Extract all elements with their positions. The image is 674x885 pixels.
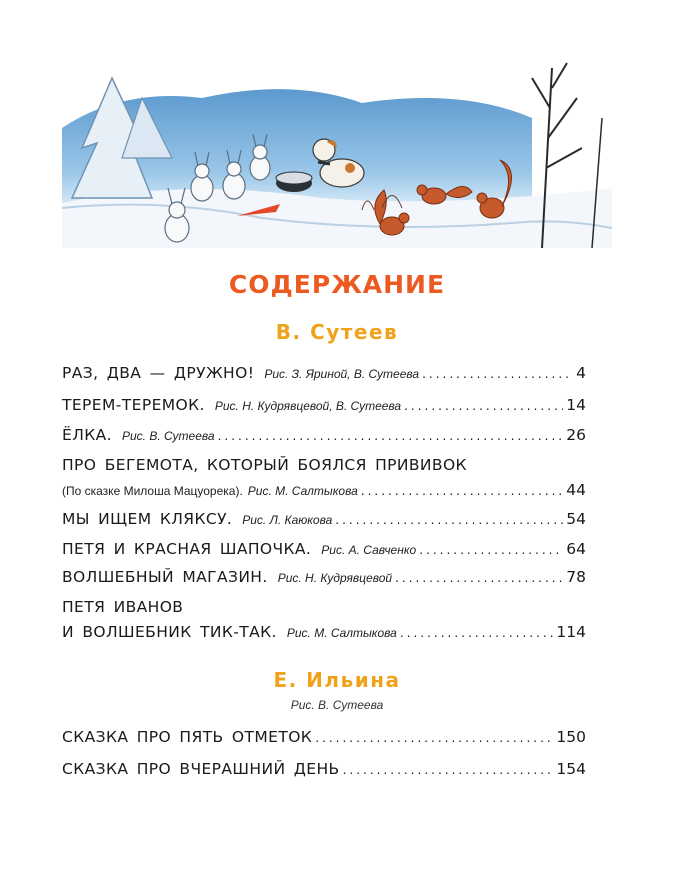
entry-title: СКАЗКА ПРО ВЧЕРАШНИЙ ДЕНЬ: [62, 760, 340, 778]
entry-page-number: 64: [566, 540, 586, 558]
entry-title: ПЕТЯ И КРАСНАЯ ШАПОЧКА.: [62, 540, 312, 558]
entry-title: СКАЗКА ПРО ПЯТЬ ОТМЕТОК: [62, 728, 313, 746]
entry-illustrator: Рис. М. Салтыкова: [247, 484, 358, 498]
section-illustrator: Рис. В. Сутеева: [290, 698, 384, 712]
dot-leader: [419, 543, 563, 557]
dot-leader: [400, 626, 554, 640]
toc-entry[interactable]: [62, 396, 586, 414]
toc-entry[interactable]: [62, 510, 586, 528]
entry-title: РАЗ, ДВА — ДРУЖНО!: [62, 364, 255, 382]
entry-page-number: 26: [566, 426, 586, 444]
entry-illustrator: Рис. Л. Каюкова: [242, 513, 333, 527]
entry-page-number: 154: [556, 760, 586, 778]
dot-leader: [315, 731, 553, 745]
entry-title: ВОЛШЕБНЫЙ МАГАЗИН.: [62, 568, 268, 586]
entry-title-line[interactable]: ПРО БЕГЕМОТА, КОТОРЫЙ БОЯЛСЯ ПРИВИВОК: [62, 456, 467, 474]
toc-entry[interactable]: [62, 728, 586, 746]
dot-leader: [218, 429, 564, 443]
entry-page-number: 78: [566, 568, 586, 586]
entry-title-line[interactable]: ПЕТЯ ИВАНОВ: [62, 598, 184, 616]
entry-page-number: 150: [556, 728, 586, 746]
toc-entry[interactable]: [62, 623, 586, 641]
section-author-heading: В. Сутеев: [275, 320, 399, 344]
section-author-heading: Е. Ильина: [273, 668, 401, 692]
entry-page-number: 114: [556, 623, 586, 641]
entry-page-number: 44: [566, 481, 586, 499]
toc-entry[interactable]: [62, 540, 586, 558]
toc-entry[interactable]: [62, 364, 586, 382]
toc-entry[interactable]: [62, 481, 586, 499]
entry-title: И ВОЛШЕБНИК ТИК-ТАК.: [62, 623, 277, 641]
dot-leader: [404, 399, 563, 413]
entry-page-number: 54: [566, 510, 586, 528]
entry-source-note: (По сказке Милоша Мацуорека).: [62, 484, 243, 498]
dot-leader: [395, 571, 563, 585]
entry-title: ТЕРЕМ-ТЕРЕМОК.: [62, 396, 205, 414]
entry-title: МЫ ИЩЕМ КЛЯКСУ.: [62, 510, 233, 528]
toc-entry[interactable]: [62, 568, 586, 586]
page-title: СОДЕРЖАНИЕ: [228, 270, 446, 299]
entry-illustrator: Рис. Н. Кудрявцевой: [277, 571, 393, 585]
winter-scene-drawing: [62, 58, 612, 248]
dot-leader: [343, 763, 554, 777]
entry-illustrator: Рис. Н. Кудрявцевой, В. Сутеева: [214, 399, 402, 413]
entry-illustrator: Рис. З. Яриной, В. Сутеева: [264, 367, 420, 381]
entry-illustrator: Рис. М. Салтыкова: [286, 626, 397, 640]
entry-illustrator: Рис. В. Сутеева: [121, 429, 215, 443]
toc-entry[interactable]: [62, 426, 586, 444]
entry-page-number: 14: [566, 396, 586, 414]
dot-leader: [422, 367, 573, 381]
dot-leader: [335, 513, 563, 527]
entry-title: ЁЛКА.: [62, 426, 112, 444]
toc-entry[interactable]: [62, 760, 586, 778]
dot-leader: [361, 484, 564, 498]
entry-page-number: 4: [576, 364, 586, 382]
winter-forest-illustration: [62, 58, 612, 248]
entry-illustrator: Рис. А. Савченко: [321, 543, 417, 557]
